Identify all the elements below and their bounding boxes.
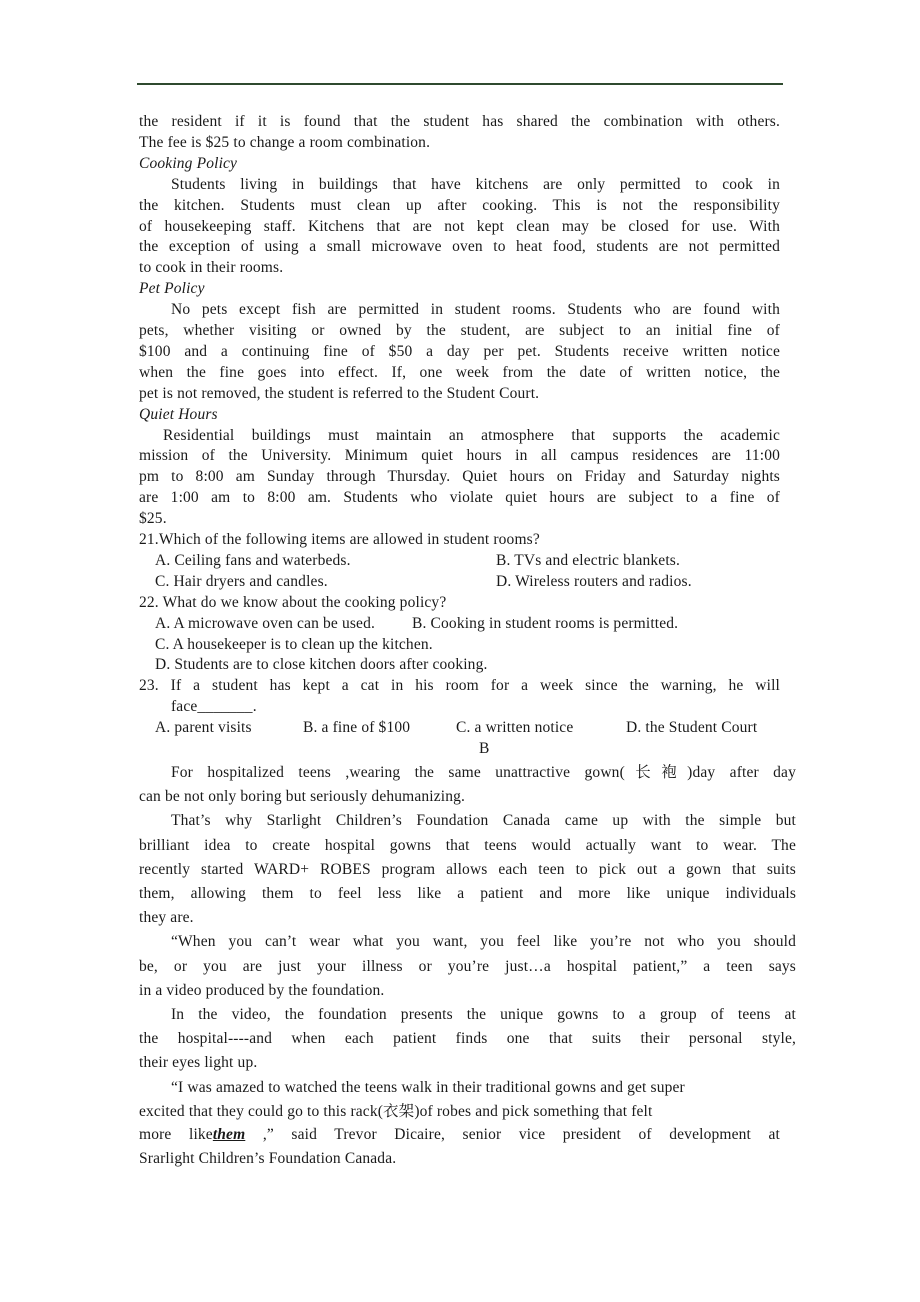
paragraph-line: That’s why Starlight Children’s Foundation Canada came up with the simple but (171, 812, 796, 830)
paragraph-line: pet is not removed, the student is referred to the Student Court. (139, 384, 540, 402)
section-title: B (479, 740, 490, 757)
answer-option: B. Cooking in student rooms is permitted. (412, 614, 679, 632)
answer-option: B. a fine of $100 (303, 719, 411, 737)
paragraph-line: are 1:00 am to 8:00 am. Students who violate quiet hours are subject to a fine of (139, 489, 780, 507)
answer-option: D. Wireless routers and radios. (496, 572, 692, 590)
paragraph-line: “When you can’t wear what you want, you feel like you’re not who you should (171, 933, 796, 951)
paragraph-line: In the video, the foundation presents the unique gowns to a group of teens at (171, 1006, 796, 1023)
paragraph-line: For hospitalized teens ,wearing the same unattractive gown(长袍)day after day (171, 764, 796, 781)
answer-option: A. parent visits (155, 719, 252, 737)
paragraph-line: the exception of using a small microwave oven to heat food, students are not permitted (139, 238, 780, 256)
question-stem: 23. If a student has kept a cat in his room for a week since the warning, he will (139, 677, 780, 695)
paragraph-line: brilliant idea to create hospital gowns that teens would actually want to wear. The (139, 836, 796, 854)
paragraph-line: be, or you are just your illness or you’re just…a hospital patient,” a teen says (139, 957, 796, 975)
answer-option: D. the Student Court (626, 719, 758, 737)
section-heading: Pet Policy (139, 280, 205, 298)
paragraph-line: to cook in their rooms. (139, 259, 284, 277)
paragraph-line: The fee is $25 to change a room combination. (139, 133, 431, 151)
paragraph-line: $100 and a continuing fine of $50 a day per pet. Students receive written notice (139, 342, 780, 360)
paragraph-line: No pets except fish are permitted in student rooms. Students who are found with (171, 301, 780, 319)
paragraph-line: when the fine goes into effect. If, one week from the date of written notice, the (139, 363, 780, 381)
paragraph-line: them, allowing them to feel less like a patient and more like unique individuals (139, 885, 796, 902)
paragraph-line: the kitchen. Students must clean up after cooking. This is not the responsibility (139, 196, 780, 214)
paragraph-line: the resident if it is found that the student has shared the combination with others. (139, 113, 780, 130)
answer-option: A. A microwave oven can be used. (155, 614, 376, 632)
question-stem: 22. What do we know about the cooking policy? (139, 593, 447, 611)
question-stem: face_______. (171, 698, 257, 716)
underlined-word: them (212, 1126, 246, 1143)
paragraph-line: $25. (139, 510, 167, 528)
answer-option: B. TVs and electric blankets. (496, 551, 680, 569)
paragraph-line: “I was amazed to watched the teens walk in their traditional gowns and get super (171, 1078, 685, 1096)
paragraph-line: mission of the University. Minimum quiet hours in all campus residences are 11:00 (139, 447, 780, 465)
answer-option: C. A housekeeper is to clean up the kitchen. (155, 635, 433, 653)
answer-option: A. Ceiling fans and waterbeds. (155, 551, 351, 569)
answer-option: C. a written notice (456, 719, 574, 737)
paragraph-line: recently started WARD+ ROBES program allows each teen to pick out a gown that suits (139, 860, 796, 878)
paragraph-line: Residential buildings must maintain an atmosphere that supports the academic (163, 426, 780, 444)
question-stem: 21.Which of the following items are allowed in student rooms? (139, 531, 540, 548)
paragraph-line: can be not only boring but seriously dehumanizing. (139, 788, 466, 806)
paragraph-line: they are. (139, 909, 194, 927)
paragraph-line: of housekeeping staff. Kitchens that are not kept clean may be closed for use. With (139, 217, 780, 235)
header-rule (137, 83, 783, 85)
text: ,” said Trevor Dicaire, senior vice president of development at (245, 1126, 780, 1143)
paragraph-line: in a video produced by the foundation. (139, 981, 385, 999)
paragraph-line: Students living in buildings that have kitchens are only permitted to cook in (171, 175, 780, 193)
answer-option: D. Students are to close kitchen doors after cooking. (155, 656, 488, 674)
paragraph-line: their eyes light up. (139, 1054, 258, 1072)
paragraph-line (139, 1126, 780, 1144)
paragraph-line: the hospital----and when each patient finds one that suits their personal style, (139, 1030, 796, 1048)
section-heading: Cooking Policy (139, 154, 238, 172)
paragraph-line: pets, whether visiting or owned by the student, are subject to an initial fine of (139, 322, 780, 339)
paragraph-line: Srarlight Children’s Foundation Canada. (139, 1150, 397, 1167)
answer-option: C. Hair dryers and candles. (155, 572, 328, 590)
paragraph-line: excited that they could go to this rack(衣架)of robes and pick something that felt (139, 1102, 653, 1120)
text: more like (139, 1126, 213, 1143)
paragraph-line: pm to 8:00 am Sunday through Thursday. Quiet hours on Friday and Saturday nights (139, 468, 780, 486)
section-heading: Quiet Hours (139, 405, 218, 423)
